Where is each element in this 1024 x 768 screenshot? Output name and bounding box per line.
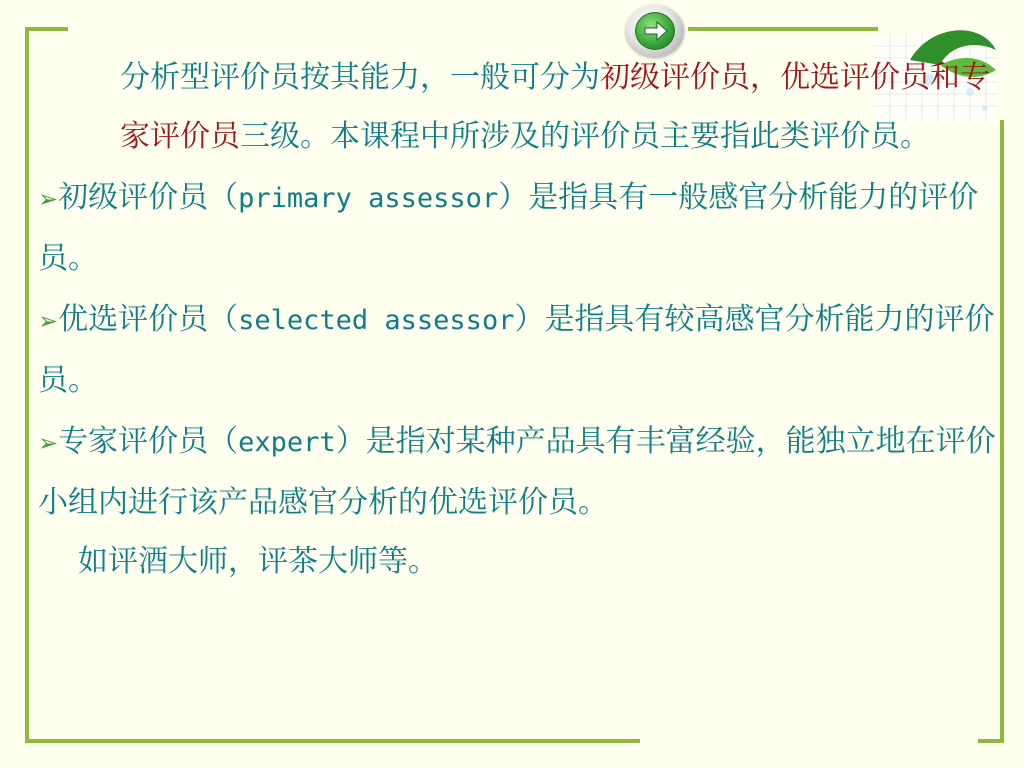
bullet-zh-after: ）是指具有较高感官分析能力的评价员。	[38, 302, 995, 398]
frame-top-left	[25, 27, 68, 31]
bullet-term-en: expert	[238, 427, 336, 458]
bullet-zh-after: ）是指对某种产品具有丰富经验，能独立地在评价小组内进行该产品感官分析的优选评价员。	[38, 424, 996, 520]
frame-top-right	[688, 27, 878, 31]
bullet-item-selected	[38, 290, 1008, 410]
slide-body	[38, 48, 1008, 591]
bullet-zh-before: 优选评价员（	[58, 302, 239, 337]
bullet-arrow-icon: ➢	[38, 185, 59, 213]
bullet-zh-before: 初级评价员（	[58, 180, 239, 215]
arrow-glyph	[635, 13, 675, 49]
bullet-term-en: primary assessor	[238, 183, 499, 214]
bullet-item-expert	[38, 412, 1008, 532]
bullet-zh-before: 专家评价员（	[58, 424, 239, 459]
bullet-term-en: selected assessor	[238, 305, 515, 336]
closing-line: 如评酒大师，评茶大师等。	[78, 544, 438, 579]
bullet-item-primary	[38, 168, 1008, 288]
intro-paragraph	[38, 48, 1008, 166]
frame-left	[25, 27, 29, 743]
intro-text: 分析型评价员按其能力，一般可分为	[120, 60, 600, 95]
intro-text-end: 三级。本课程中所涉及的评价员主要指此类评价员。	[240, 119, 930, 154]
intro-highlight-2: 优选评价员和专家评价员	[120, 60, 990, 154]
bullet-arrow-icon: ➢	[38, 307, 59, 335]
frame-bottom-left	[25, 739, 640, 743]
bullet-arrow-icon: ➢	[38, 429, 59, 457]
intro-highlight-1: 初级评价员，	[600, 60, 780, 95]
frame-bottom-right	[978, 739, 1004, 743]
bullet-zh-after: ）是指具有一般感官分析能力的评价员。	[38, 180, 979, 276]
